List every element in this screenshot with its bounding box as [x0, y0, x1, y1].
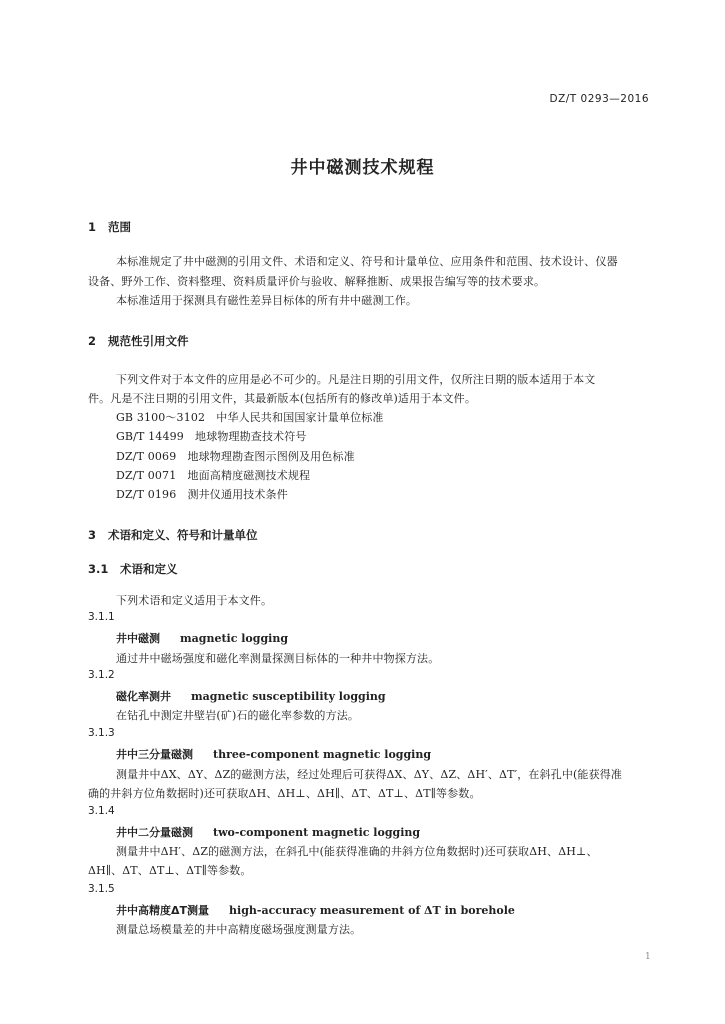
reference-item: GB/T 14499 地球物理勘查技术符号 [116, 430, 307, 443]
term-chinese: 井中高精度ΔT测量 [116, 904, 210, 917]
term-number: 3.1.2 [88, 669, 115, 681]
subsection-3-1-heading [88, 561, 178, 577]
term-number: 3.1.5 [88, 883, 115, 895]
section-1-paragraph-1-line-1: 本标准规定了井中磁测的引用文件、术语和定义、符号和计量单位、应用条件和范围、技术设计、仪器 [116, 255, 618, 268]
section-number: 3 [88, 528, 97, 542]
term-definition-line-2: ΔH∥、ΔT、ΔT⊥、ΔT∥等参数。 [88, 864, 252, 877]
section-1-paragraph-2: 本标准适用于探测具有磁性差异目标体的所有井中磁测工作。 [116, 294, 418, 307]
term-english: three-component magnetic logging [213, 748, 432, 761]
term-number: 3.1.3 [88, 727, 115, 739]
document-title: 井中磁测技术规程 [290, 158, 435, 178]
term-definition: 测量总场模量差的井中高精度磁场强度测量方法。 [116, 923, 362, 936]
term-heading [116, 688, 386, 704]
term-chinese: 磁化率测井 [116, 690, 171, 703]
term-english: magnetic logging [180, 632, 289, 645]
section-2-intro-line-1: 下列文件对于本文件的应用是必不可少的。凡是注日期的引用文件，仅所注日期的版本适用于本文 [116, 373, 596, 386]
term-heading [116, 746, 431, 762]
section-3-heading [88, 527, 258, 543]
term-definition-line-1: 测量井中ΔX、ΔY、ΔZ的磁测方法，经过处理后可获得ΔX、ΔY、ΔZ、ΔH′、ΔT′，在斜孔中(能获得准 [116, 768, 623, 781]
subsection-title: 术语和定义 [120, 562, 178, 576]
reference-item: DZ/T 0196 测井仪通用技术条件 [116, 488, 288, 501]
term-english: high-accuracy measurement of ΔT in borehole [229, 904, 515, 917]
term-number: 3.1.4 [88, 805, 115, 817]
reference-item: DZ/T 0069 地球物理勘查图示图例及用色标准 [116, 450, 355, 463]
section-2-intro-line-2: 件。凡是不注日期的引用文件，其最新版本(包括所有的修改单)适用于本文件。 [88, 392, 476, 405]
term-definition: 通过井中磁场强度和磁化率测量探测目标体的一种井中物探方法。 [116, 652, 440, 665]
term-chinese: 井中三分量磁测 [116, 748, 193, 761]
reference-item: DZ/T 0071 地面高精度磁测技术规程 [116, 469, 311, 482]
term-definition-line-2: 确的井斜方位角数据时)还可获取ΔH、ΔH⊥、ΔH∥、ΔT、ΔT⊥、ΔT∥等参数。 [88, 787, 481, 800]
reference-item: GB 3100～3102 中华人民共和国国家计量单位标准 [116, 411, 384, 424]
term-english: two-component magnetic logging [213, 826, 421, 839]
term-number: 3.1.1 [88, 611, 115, 623]
term-definition-line-1: 测量井中ΔH′、ΔZ的磁测方法，在斜孔中(能获得准确的井斜方位角数据时)还可获取ΔH、ΔH⊥、 [116, 845, 598, 858]
page-number: 1 [645, 952, 651, 962]
subsection-3-1-intro: 下列术语和定义适用于本文件。 [116, 594, 273, 607]
term-definition: 在钻孔中测定井壁岩(矿)石的磁化率参数的方法。 [116, 709, 360, 722]
term-heading [116, 630, 288, 646]
term-chinese: 井中二分量磁测 [116, 826, 193, 839]
term-chinese: 井中磁测 [116, 632, 160, 645]
standard-number: DZ/T 0293—2016 [549, 93, 649, 105]
section-number: 1 [88, 220, 97, 234]
section-2-heading [88, 333, 189, 349]
section-number: 2 [88, 334, 97, 348]
term-english: magnetic susceptibility logging [191, 690, 386, 703]
subsection-number: 3.1 [88, 562, 109, 576]
section-title: 规范性引用文件 [108, 334, 189, 348]
section-title: 术语和定义、符号和计量单位 [108, 528, 258, 542]
section-title: 范围 [108, 220, 131, 234]
term-heading [116, 902, 515, 918]
section-1-paragraph-1-line-2: 设备、野外工作、资料整理、资料质量评价与验收、解释推断、成果报告编写等的技术要求。 [88, 275, 546, 288]
section-1-heading [88, 219, 131, 235]
term-heading [116, 824, 420, 840]
